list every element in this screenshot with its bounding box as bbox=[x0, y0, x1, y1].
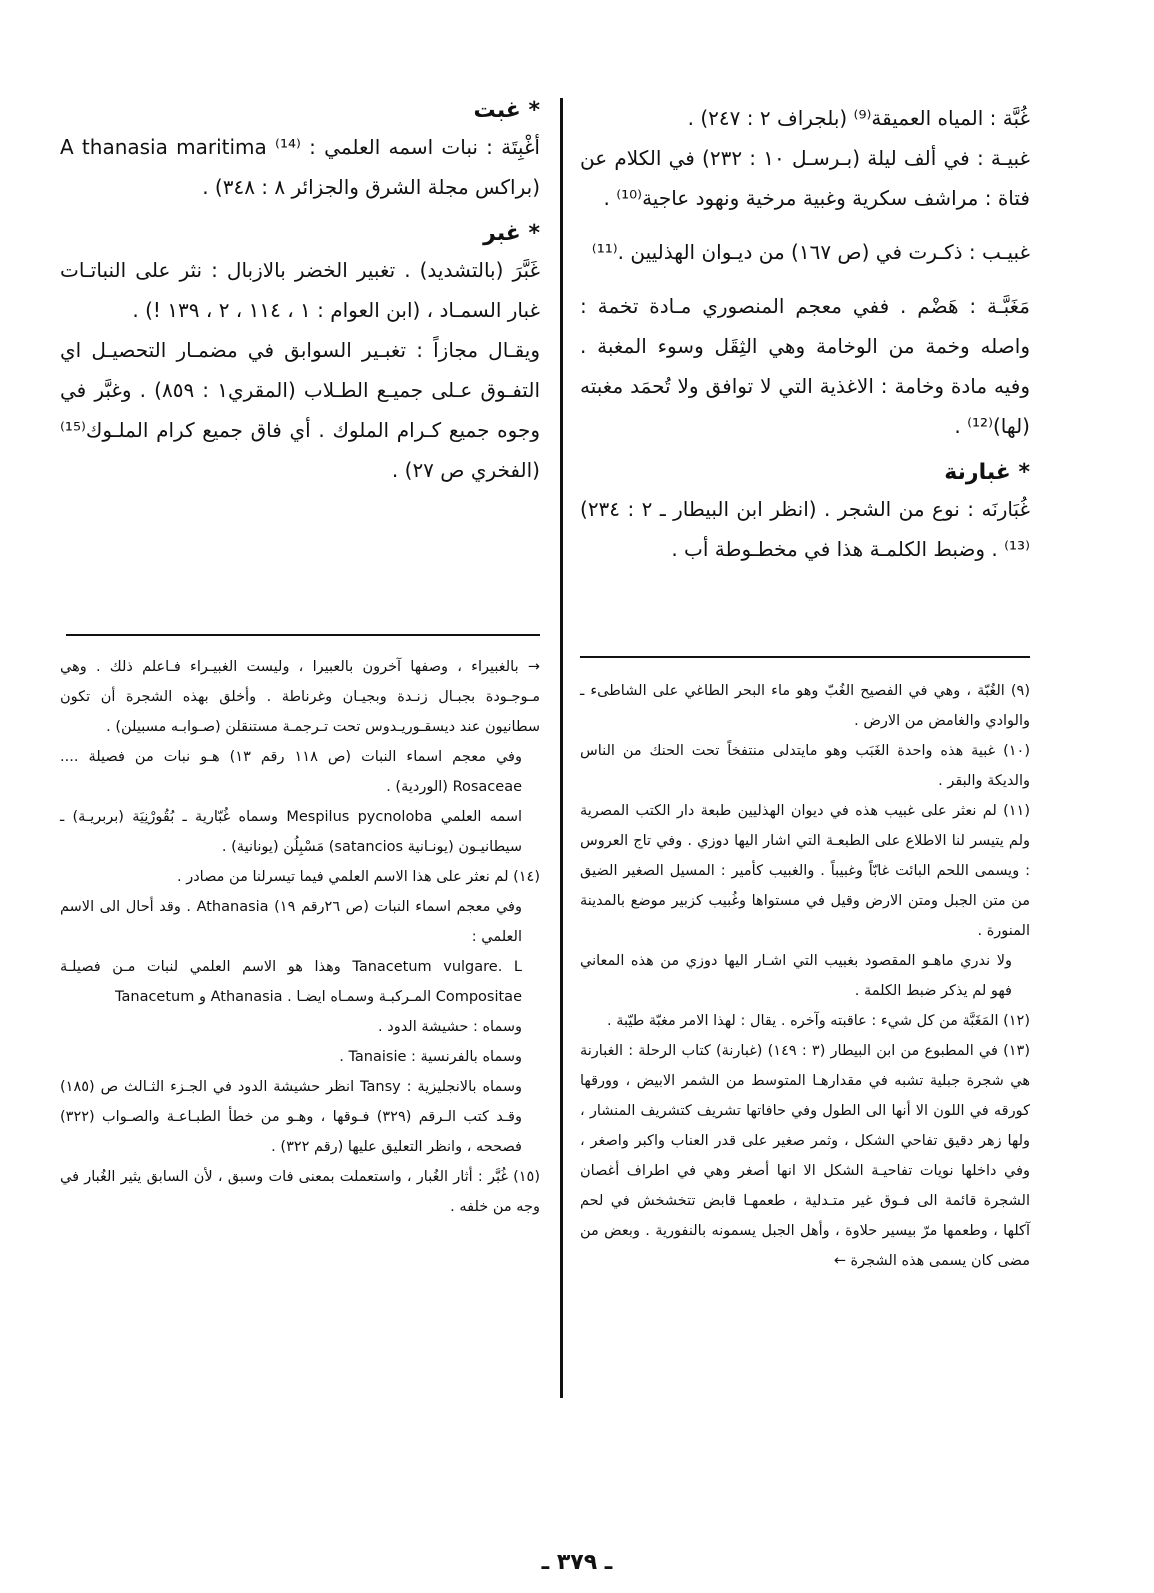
heading-ghabarna: * غبارنة bbox=[944, 460, 1030, 485]
footnote-14-tanacetum: Tanacetum vulgare. L وهذا هو الاسم العلمي لنبات مـن فصيلـة Compositae المـركبـة وسمـاه ايضـا . Athanasia و Tanacetum bbox=[60, 959, 522, 1005]
footnote-10: (١٠) غبية هذه واحدة الغَبَب وهو مايتدلى منتفخاً تحت الحنك من الناس والديكة والبقر . bbox=[580, 743, 1030, 789]
entry-ghabbar: غَبَّرَ (بالتشديد) . تغبير الخضر بالازبال : نثر على النباتـات غبار السمـاد ، (ابن العوام : ١ ، ١١٤ ، ٢ ، ١٣٩ !) . bbox=[60, 258, 540, 322]
footnote-13: (١٣) في المطبوع من ابن البيطار (٣ : ١٤٩) (غبارنة) كتاب الرحلة : الغبارنة هي شجرة جبلية تشبه في مقدارهـا المتوسط من الشمر الابيض ، وورقها كورقه في اللون الا أنها الى الطول وفي حافاتها تشريف كتشريف المنشار ، ولها زهر دقيق تفاحي الشكل ، وثمر صغير على قدر العناب واكبر واصغر ، وفي داخلها نويات تفاحيـة الشكل الا انها أصغر وهي في اطراف أغصان الشجرة قائمة الى فـوق غير متـدلية ، طعمهـا قابض تتخشخش في لحم آكلها ، وطعمها مرّ بيسير حلاوة ، وأهل الجبل يسمونه بالنفورية . وبعض من مضى كان يسمى هذه الشجرة ← bbox=[580, 1043, 1030, 1269]
footnote-rule-right bbox=[580, 656, 1030, 658]
entry-aghbita: أغْبِتَة : نبات اسمه العلمي : A thanasia maritima ⁽¹⁴⁾(براكس مجلة الشرق والجزائر ٨ : ٣٤٨) . bbox=[60, 135, 540, 199]
footnote-14: (١٤) لم نعثر على هذا الاسم العلمي فيما تيسرلنا من مصادر . bbox=[176, 869, 540, 885]
entry-ghabarna: غُبَارنَه : نوع من الشجر . (انظر ابن البيطار ـ ٢ : ٢٣٤)⁽¹³⁾ . وضبط الكلمـة هذا في مخطـوطة أب . bbox=[580, 497, 1031, 561]
footnotes-left bbox=[60, 652, 540, 1222]
footnote-11-continued: ولا ندري ماهـو المقصود بغبيب التي اشـار اليها دوزي من هذه المعاني فهو لم يذكر ضبط الكلمة . bbox=[580, 953, 1012, 999]
column-divider bbox=[560, 98, 563, 1398]
heading-ghabr: * غبر bbox=[483, 221, 540, 246]
entry-ghabya: غبيـة : في ألف ليلة (بـرسـل ١٠ : ٢٣٢) في الكلام عن فتاة : مراشف سكرية وغبية مرخية ونهود عاجية⁽¹⁰⁾ . bbox=[580, 146, 1031, 210]
footnote-13-scientific-name: اسمه العلمي Mespilus pycnoloba وسماه غُبّارية ـ بُقُورْنِيَة (بربريـة) ـ سيطانيـون (يونـانية satancios) مَسْبِلُن (يونانية) . bbox=[60, 809, 523, 855]
footnote-14-english-name: وسماه بالانجليزية : Tansy انظر حشيشة الدود في الجـزء الثـالث ص (١٨٥) وقـد كتب الـرقم (٣٢٩) فـوقها ، وهـو من خطأ الطبـاعـة والصـواب (٣٢٢) فصححه ، وانظر التعليق عليها (رقم ٣٢٢) . bbox=[60, 1079, 522, 1155]
footnote-12: (١٢) المَغَبَّة من كل شيء : عاقبته وآخره . يقال : لهذا الامر مغبّة طيّبة . bbox=[607, 1013, 1030, 1029]
footnote-14-french-name: وسماه بالفرنسية : Tanaisie . bbox=[339, 1049, 522, 1065]
footnote-9: (٩) الغُبّة ، وهي في الفصيح الغُبّ وهو ماء البحر الطاغي على الشاطىء ـ والوادي والغامض من الارض . bbox=[580, 683, 1030, 729]
footnote-11: (١١) لم نعثر على غبيب هذه في ديوان الهذليين طبعة دار الكتب المصرية ولم يتيسر لنا الاطلاع على الطبعـة التي اشار اليها دوزي . وفي تاج العروس : ويسمى اللحم البائت غابّاً وغبيباً . والغبيب كأمير : المسيل الصغير الضيق من متن الجبل ومتن الارض وقيل في مستواها وغُبيب كزبير موضع بالمدينة المنورة . bbox=[580, 803, 1030, 939]
footnote-15: (١٥) غُبَّر : أثار الغُبار ، واستعملت بمعنى فات وسبق ، لأن السابق يثير الغُبار في وجه من خلفه . bbox=[60, 1169, 540, 1215]
entry-maghabba: مَغَبَّـة : هَضْم . ففي معجم المنصوري مـادة تخمة : واصله وخمة من الوخامة وهي الثِقَل وسوء المغبة . وفيه مادة وخامة : الاغذية التي لا توافق ولا تُحمَد مغبته (لها)⁽¹²⁾ . bbox=[580, 294, 1030, 438]
heading-ghabt: * غبت bbox=[473, 98, 540, 123]
page-number: ـ ٣٧٩ ـ bbox=[541, 1550, 613, 1575]
footnote-13-continued: → بالغبيراء ، وصفها آخرون بالعبيرا ، وليست الغبيـراء فـاعلم ذلك . وهي مـوجـودة بجبـال زنـدة وبجيـان وغرناطة . وأخلق بهذه الشجرة أن تكون سطانيون عند ديسقـوريـدوس تحت تـرجمـة مستنقلن (صـوابـه مسبيلن) . bbox=[60, 659, 540, 735]
footnote-14-arabic-name: وسماه : حشيشة الدود . bbox=[378, 1019, 522, 1035]
entry-ghabbar-figurative: ويقـال مجازاً : تغبـير السوابق في مضمـار التحصيـل اي التفـوق عـلى جميـع الطـلاب (المقري١ : ٨٥٩) . وغبَّر في وجوه جميع كـرام الملوك . أي فاق جميع كرام الملـوك⁽¹⁵⁾ (الفخري ص ٢٧) . bbox=[60, 338, 540, 482]
footnotes-right bbox=[580, 676, 1030, 1276]
right-column bbox=[580, 98, 1030, 569]
left-column bbox=[60, 98, 540, 490]
entry-ghubba: غُبَّة : المياه العميقة⁽⁹⁾ (بلجراف ٢ : ٢٤٧) . bbox=[687, 106, 1030, 130]
entry-ghabib: غبيـب : ذكـرت في (ص ١٦٧) من ديـوان الهذليين .⁽¹¹⁾ bbox=[591, 240, 1030, 264]
footnote-13-plant-dictionary: وفي معجم اسماء النبات (ص ١١٨ رقم ١٣) هـو نبات من فصيلة .... Rosaceae (الوردية) . bbox=[60, 749, 522, 795]
footnote-rule-left bbox=[66, 634, 540, 636]
footnote-14-plant-dictionary: وفي معجم اسماء النبات (ص ٢٦رقم ١٩) Athanasia . وقد أحال الى الاسم العلمي : bbox=[60, 899, 522, 945]
